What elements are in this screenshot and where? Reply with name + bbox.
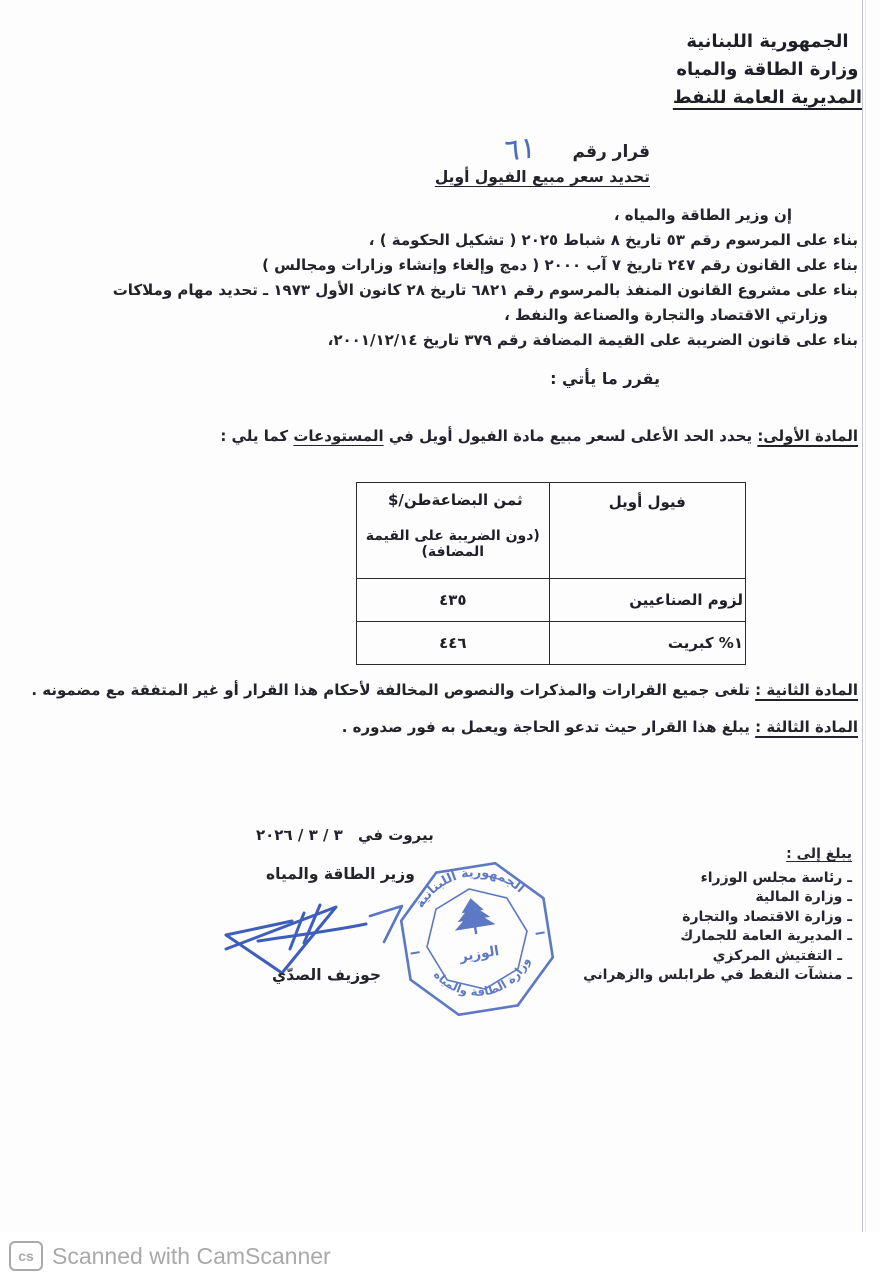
article-1-text: يحدد الحد الأعلى لسعر مبيع مادة الفيول أويل في (383, 427, 758, 445)
handwritten-decision-number: ٦١ (504, 129, 537, 170)
article-1-highlight: المستودعات (293, 427, 384, 445)
republic-name: الجمهورية اللبنانية (686, 31, 849, 52)
decision-heading (435, 130, 650, 186)
article-2-text: تلغى جميع القرارات والمذكرات والنصوص المخالفة لأحكام هذا القرار أو غير المتفقة مع مضمونه . (31, 681, 756, 699)
column-header-price (357, 483, 550, 579)
table-row (357, 579, 746, 622)
decision-date: ٣ / ٣ / ٢٠٢٦ (256, 826, 343, 844)
price-unit: $/طن (387, 491, 432, 509)
price-cell: ٤٣٥ (357, 579, 550, 622)
column-header-product: فيول أويل (549, 483, 745, 579)
place-label: بيروت في (358, 826, 434, 844)
decides-line: يقرر ما يأتي : (550, 369, 660, 388)
recital: بناء على المرسوم رقم ٥٣ تاريخ ٨ شباط ٢٠٢٥ ( تشكيل الحكومة ) ، (368, 231, 858, 249)
scan-fold-line (862, 0, 863, 1234)
cedar-icon (452, 896, 496, 937)
product-cell: ١% كبريت (549, 622, 745, 665)
stamp-center-text: الوزير (458, 943, 501, 966)
minister-name: جوزيف الصدّي (272, 966, 382, 984)
distribution-item: ـ المديرية العامة للجمارك (680, 928, 852, 944)
article-2 (30, 681, 858, 699)
decision-label: قرار رقم (572, 142, 650, 162)
recital: بناء على مشروع القانون المنفذ بالمرسوم رقم ٦٨٢١ تاريخ ٢٨ كانون الأول ١٩٧٣ ـ تحديد مهام وملاكات (112, 281, 858, 299)
price-vat-note: (دون الضريبة على القيمة المضافة) (365, 528, 540, 560)
distribution-item: ـ منشآت النفط في طرابلس والزهراني (583, 967, 852, 983)
ministry-name: وزارة الطاقة والمياه (676, 59, 859, 80)
distribution-item: ـ وزارة المالية (755, 889, 852, 905)
camscanner-footer (0, 1232, 880, 1280)
camscanner-text: Scanned with CamScanner (52, 1242, 331, 1269)
directorate-name: المديرية العامة للنفط (672, 87, 862, 108)
table-header-row (357, 483, 746, 579)
recital: بناء على القانون رقم ٢٤٧ تاريخ ٧ آب ٢٠٠٠ ( دمج وإلغاء وإنشاء وزارات ومجالس ) (262, 256, 858, 274)
article-1-text-end: كما يلي : (220, 427, 294, 445)
article-3-text: يبلغ هذا القرار حيث تدعو الحاجة ويعمل به فور صدوره . (341, 718, 756, 736)
table-row (357, 622, 746, 665)
article-1-label: المادة الأولى: (757, 427, 858, 445)
place-date-line (256, 826, 434, 844)
camscanner-icon: cs (9, 1241, 43, 1271)
price-cell: ٤٤٦ (357, 622, 550, 665)
scan-fold-line-highlight (865, 0, 866, 1234)
article-3 (30, 718, 858, 736)
ministry-stamp (384, 846, 569, 1031)
stamp-top-text: الجمهورية اللبنانية (411, 864, 528, 911)
distribution-heading: يبلغ إلى : (786, 846, 852, 862)
decision-subject: تحديد سعر مبيع الفيول أويل (434, 168, 650, 186)
article-1 (30, 427, 858, 445)
distribution-item: ـ رئاسة مجلس الوزراء (700, 869, 852, 886)
product-cell: لزوم الصناعيين (549, 579, 745, 622)
distribution-item: ـ وزارة الاقتصاد والتجارة (682, 908, 852, 925)
price-table (356, 482, 746, 665)
price-header-title: ثمن البضاعة (431, 491, 523, 509)
minister-title: وزير الطاقة والمياه (266, 865, 415, 883)
recital: بناء على قانون الضريبة على القيمة المضافة رقم ٣٧٩ تاريخ ٢٠٠١/١٢/١٤، (327, 331, 858, 349)
article-2-label: المادة الثانية : (755, 681, 858, 699)
distribution-item: ـ التفتيش المركزي (712, 947, 842, 964)
distribution-list (583, 845, 852, 986)
letterhead (673, 28, 862, 112)
recital-continuation: وزارتي الاقتصاد والتجارة والصناعة والنفط ، (504, 306, 828, 324)
preamble-intro: إن وزير الطاقة والمياه ، (613, 206, 792, 224)
stamp-bottom-text: وزارة الطاقة والمياه (430, 955, 533, 999)
preamble (40, 203, 858, 353)
article-3-label: المادة الثالثة : (755, 718, 858, 736)
